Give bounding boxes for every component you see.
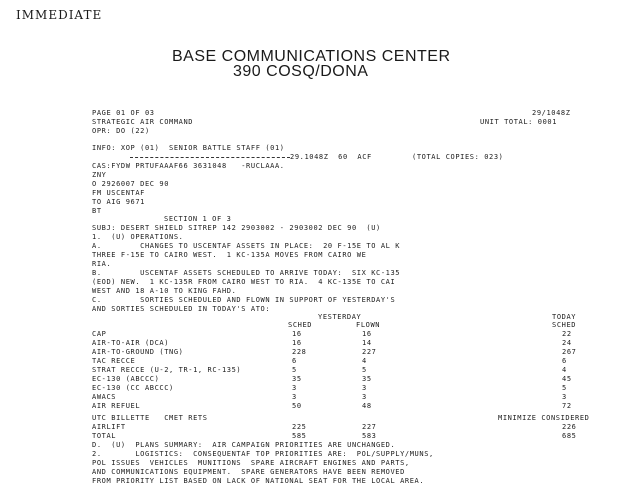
table-cell-sched: 16 (292, 330, 302, 338)
comm-center-unit: 390 COSQ/DONA (233, 63, 369, 80)
body-line: A. CHANGES TO USCENTAF ASSETS IN PLACE: 20 F-15E TO AL K (92, 242, 401, 250)
table-row-label: EC-130 (CC ABCCC) (92, 384, 174, 392)
section-line: SECTION 1 OF 3 (164, 215, 232, 223)
table-cell-sched: 6 (292, 357, 297, 365)
dtg-line: 29.1048Z 60 ACF (290, 153, 372, 161)
table-cell-flown: 4 (362, 357, 367, 365)
table-cell-flown: 3 (362, 393, 367, 401)
table-cell-flown: 3 (362, 384, 367, 392)
tail-line: FROM PRIORITY LIST BASED ON LACK OF NATIONAL SEAT FOR THE LOCAL AREA. (92, 477, 425, 485)
bill-header-left: UTC BILLETTE CMET RETS (92, 414, 208, 422)
table-cell-sched: 16 (292, 339, 302, 347)
tail-line: D. (U) PLANS SUMMARY: AIR CAMPAIGN PRIORITIES ARE UNCHANGED. (92, 441, 396, 449)
col-header-flown: FLOWN (356, 321, 381, 329)
bt-line: BT (92, 207, 102, 215)
table-cell-today: 6 (562, 357, 567, 365)
page-number: PAGE 01 OF 03 (92, 109, 155, 117)
col-header-yesterday: YESTERDAY (318, 313, 362, 321)
body-line: B. USCENTAF ASSETS SCHEDULED TO ARRIVE TODAY: SIX KC-135 (92, 269, 401, 277)
table-cell-sched: 3 (292, 384, 297, 392)
table-cell-sched: 228 (292, 348, 307, 356)
bill-cell-c: 685 (562, 432, 577, 440)
table-cell-flown: 5 (362, 366, 367, 374)
bill-cell-a: 225 (292, 423, 307, 431)
comm-center-title: BASE COMMUNICATIONS CENTER (172, 48, 451, 65)
dtg-right: 29/1048Z (532, 109, 571, 117)
routing-line: CAS:FYDW PRTUFAAAF66 3631048 -RUCLAAA. (92, 162, 285, 170)
body-line: WEST AND 18 A-10 TO KING FAHD. (92, 287, 237, 295)
table-cell-sched: 50 (292, 402, 302, 410)
table-cell-today: 3 (562, 393, 567, 401)
table-row-label: AIR REFUEL (92, 402, 141, 410)
bill-row-label: AIRLIFT (92, 423, 126, 431)
tail-line: POL ISSUES VEHICLES MUNITIONS SPARE AIRCRAFT ENGINES AND PARTS, (92, 459, 410, 467)
table-row-label: AIR-TO-AIR (DCA) (92, 339, 170, 347)
immediate-stamp: IMMEDIATE (16, 8, 103, 22)
bill-cell-b: 583 (362, 432, 377, 440)
body-line: THREE F-15E TO CAIRO WEST. 1 KC-135A MOVES FROM CAIRO WE (92, 251, 367, 259)
table-cell-today: 24 (562, 339, 572, 347)
tail-line: AND COMMUNICATIONS EQUIPMENT. SPARE GENERATORS HAVE BEEN REMOVED (92, 468, 405, 476)
unit-total: UNIT TOTAL: 0001 (480, 118, 558, 126)
subject-line: SUBJ: DESERT SHIELD SITREP 142 2903002 - 2903002 DEC 90 (U) (92, 224, 381, 232)
table-cell-flown: 16 (362, 330, 372, 338)
table-row-label: AIR-TO-GROUND (TNG) (92, 348, 184, 356)
table-cell-today: 72 (562, 402, 572, 410)
zny-line: ZNY (92, 171, 107, 179)
table-cell-sched: 5 (292, 366, 297, 374)
body-line: (EOD) NEW. 1 KC-135R FROM CAIRO WEST TO RIA. 4 KC-135E TO CAI (92, 278, 396, 286)
bill-cell-c: 226 (562, 423, 577, 431)
body-line: 1. (U) OPERATIONS. (92, 233, 184, 241)
from-line: FM USCENTAF (92, 189, 145, 197)
body-line: AND SORTIES SCHEDULED IN TODAY'S ATO: (92, 305, 271, 313)
opr-line: OPR: DO (22) (92, 127, 150, 135)
table-cell-flown: 48 (362, 402, 372, 410)
bill-cell-a: 585 (292, 432, 307, 440)
col-header-today: TODAY (552, 313, 577, 321)
table-row-label: STRAT RECCE (U-2, TR-1, RC-135) (92, 366, 242, 374)
body-line: RIA. (92, 260, 112, 268)
table-cell-today: 267 (562, 348, 577, 356)
table-cell-flown: 14 (362, 339, 372, 347)
tail-line: 2. LOGISTICS: CONSEQUENTAF TOP PRIORITIES ARE: POL/SUPPLY/MUNS, (92, 450, 434, 458)
command-name: STRATEGIC AIR COMMAND (92, 118, 194, 126)
table-cell-today: 4 (562, 366, 567, 374)
table-row-label: TAC RECCE (92, 357, 136, 365)
table-cell-today: 5 (562, 384, 567, 392)
total-copies: (TOTAL COPIES: 023) (412, 153, 504, 161)
dashed-separator (130, 157, 290, 158)
body-line: C. SORTIES SCHEDULED AND FLOWN IN SUPPORT OF YESTERDAY'S (92, 296, 396, 304)
table-row-label: EC-130 (ABCCC) (92, 375, 160, 383)
table-row-label: AWACS (92, 393, 117, 401)
to-line: TO AIG 9671 (92, 198, 145, 206)
col-header-sched-today: SCHED (552, 321, 577, 329)
dtg-line-2: O 2926007 DEC 90 (92, 180, 170, 188)
table-cell-sched: 35 (292, 375, 302, 383)
table-cell-sched: 3 (292, 393, 297, 401)
info-line: INFO: XOP (01) SENIOR BATTLE STAFF (01) (92, 144, 285, 152)
table-cell-flown: 227 (362, 348, 377, 356)
table-cell-today: 45 (562, 375, 572, 383)
bill-row-label: TOTAL (92, 432, 117, 440)
bill-header-right: MINIMIZE CONSIDERED (498, 414, 590, 422)
table-cell-flown: 35 (362, 375, 372, 383)
bill-cell-b: 227 (362, 423, 377, 431)
col-header-sched: SCHED (288, 321, 313, 329)
table-row-label: CAP (92, 330, 107, 338)
table-cell-today: 22 (562, 330, 572, 338)
